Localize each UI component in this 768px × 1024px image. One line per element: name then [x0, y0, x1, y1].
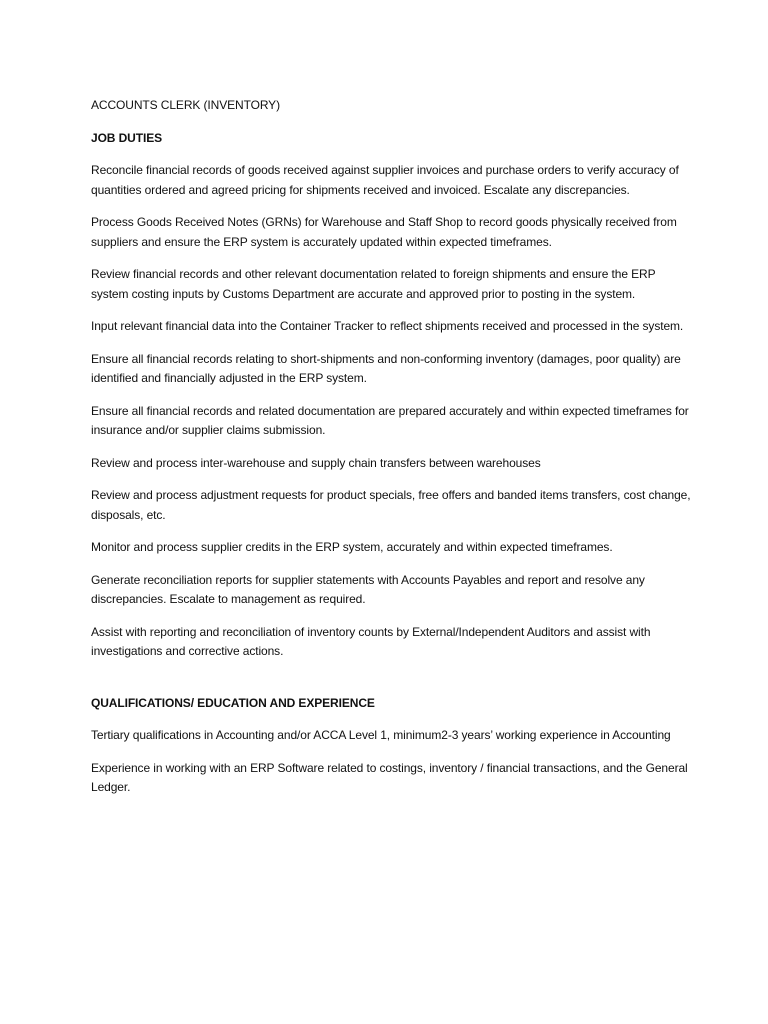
- job-duty-item: Review and process adjustment requests for product specials, free offers and banded items transfers, cost change, disposals, etc.: [91, 488, 691, 522]
- job-duty-item: Assist with reporting and reconciliation of inventory counts by External/Independent Auditors and assist with investigations and corrective actions.: [91, 624, 651, 658]
- job-duty-item: Review and process inter-warehouse and supply chain transfers between warehouses: [91, 455, 541, 470]
- job-duty-item: Ensure all financial records relating to short-shipments and non-conforming inventory (damages, poor quality) are identified and financially adjusted in the ERP system.: [91, 351, 681, 385]
- job-duties-heading: JOB DUTIES: [91, 130, 163, 145]
- qualifications-heading: QUALIFICATIONS/ EDUCATION AND EXPERIENCE: [91, 695, 375, 710]
- job-duty-item: Ensure all financial records and related documentation are prepared accurately and within expected timeframes for insurance and/or supplier claims submission.: [91, 403, 689, 437]
- job-duty-item: Generate reconciliation reports for supplier statements with Accounts Payables and report and resolve any discrepancies. Escalate to management as required.: [91, 572, 645, 606]
- qualifications-list: [91, 726, 691, 798]
- job-duty-item: Monitor and process supplier credits in the ERP system, accurately and within expected timeframes.: [91, 540, 613, 554]
- document-page: [91, 96, 691, 811]
- job-duty-item: Input relevant financial data into the Container Tracker to reflect shipments received and processed in the system.: [91, 319, 684, 333]
- job-duty-item: Review financial records and other relevant documentation related to foreign shipments and ensure the ERP system costing inputs by Customs Department are accurate and approved prior to posting in the system.: [91, 267, 656, 301]
- qualification-item: Tertiary qualifications in Accounting and/or ACCA Level 1, minimum2-3 years’ working experience in Accounting: [91, 728, 671, 742]
- qualification-item: Experience in working with an ERP Software related to costings, inventory / financial transactions, and the General Ledger.: [91, 760, 688, 794]
- job-duty-item: Process Goods Received Notes (GRNs) for Warehouse and Staff Shop to record goods physically received from suppliers and ensure the ERP system is accurately updated within expected timeframes.: [91, 215, 677, 249]
- job-duties-list: [91, 161, 691, 662]
- job-duty-item: Reconcile financial records of goods received against supplier invoices and purchase orders to verify accuracy of quantities ordered and agreed pricing for shipments received and invoiced. Escalate any discrepancies.: [91, 163, 679, 197]
- document-title: ACCOUNTS CLERK (INVENTORY): [91, 98, 280, 112]
